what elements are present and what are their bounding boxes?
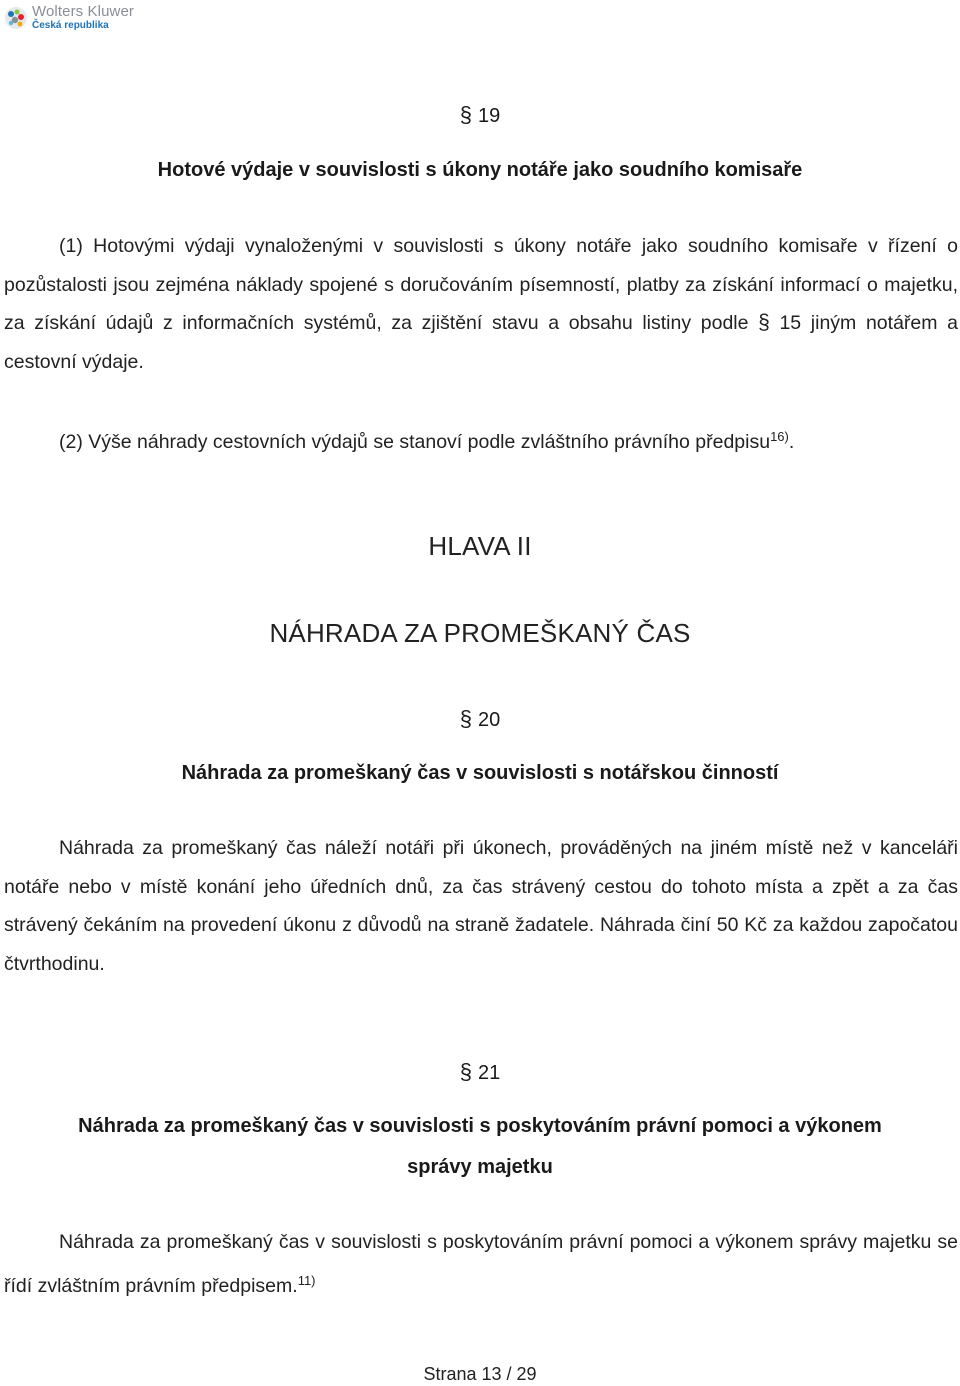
publisher-logo [4, 4, 134, 31]
paragraph-period: . [788, 431, 795, 453]
section-21-paragraph [4, 1223, 958, 1305]
paragraph-text: (2) Výše náhrady cestovních výdajů se stanoví podle zvláštního právního předpisu [59, 431, 771, 453]
chapter-label: HLAVA II [428, 531, 532, 561]
section-number: 21 [478, 1062, 501, 1084]
brand-region: Česká republika [32, 20, 109, 31]
page-number: Strana 13 / 29 [423, 1364, 537, 1384]
section-21-title-line-1: Náhrada za promeškaný čas v souvislosti s poskytováním právní pomoci a výkonem [78, 1115, 882, 1137]
section-19-heading [0, 102, 960, 128]
footnote-ref: 11) [297, 1272, 316, 1288]
section-number: 19 [478, 105, 501, 127]
paragraph-text-end: 15 jiným notářem a cestovní výdaje. [4, 312, 958, 374]
wolters-kluwer-logo-icon [4, 6, 28, 30]
footnote-ref: 16) [770, 429, 789, 444]
section-19-title: Hotové výdaje v souvislosti s úkony notáře jako soudního komisaře [157, 159, 803, 181]
section-sign: § [459, 706, 472, 731]
section-sign: § [758, 311, 770, 335]
section-20-heading [0, 706, 960, 732]
section-number: 20 [478, 709, 501, 731]
section-20-paragraph: Náhrada za promeškaný čas náleží notáři při úkonech, prováděných na jiném místě než v kanceláři notáře nebo v místě konání jeho úředních dnů, za čas strávený cestou do tohoto místa a zpět a za čas strávený čekáním na provedení úkonu z důvodů na straně žadatele. Náhrada činí 50 Kč za každou započatou čtvrthodinu. [4, 837, 958, 976]
section-21-heading [0, 1059, 960, 1085]
paragraph-text: (1) Hotovými výdaji vynaloženými v souvislosti s úkony notáře jako soudního komisaře v řízení o pozůstalosti jsou zejména náklady spojené s doručováním písemností, platby za získání informací o majetku, za získání údajů z informačních systémů, za zjištění stavu a obsahu listiny podle [4, 235, 958, 335]
section-21-title-line-2: správy majetku [407, 1156, 553, 1178]
brand-name: Wolters Kluwer [32, 3, 134, 20]
paragraph-text: Náhrada za promeškaný čas v souvislosti s poskytováním právní pomoci a výkonem správy majetku se řídí zvláštním právním předpisem. [4, 1231, 958, 1297]
section-19-paragraph-1 [4, 227, 958, 382]
section-sign: § [459, 1059, 472, 1084]
section-20-title: Náhrada za promeškaný čas v souvislosti s notářskou činností [181, 762, 779, 784]
section-19-paragraph-2 [4, 418, 958, 462]
chapter-title: NÁHRADA ZA PROMEŠKANÝ ČAS [269, 618, 691, 648]
section-sign: § [459, 102, 472, 127]
